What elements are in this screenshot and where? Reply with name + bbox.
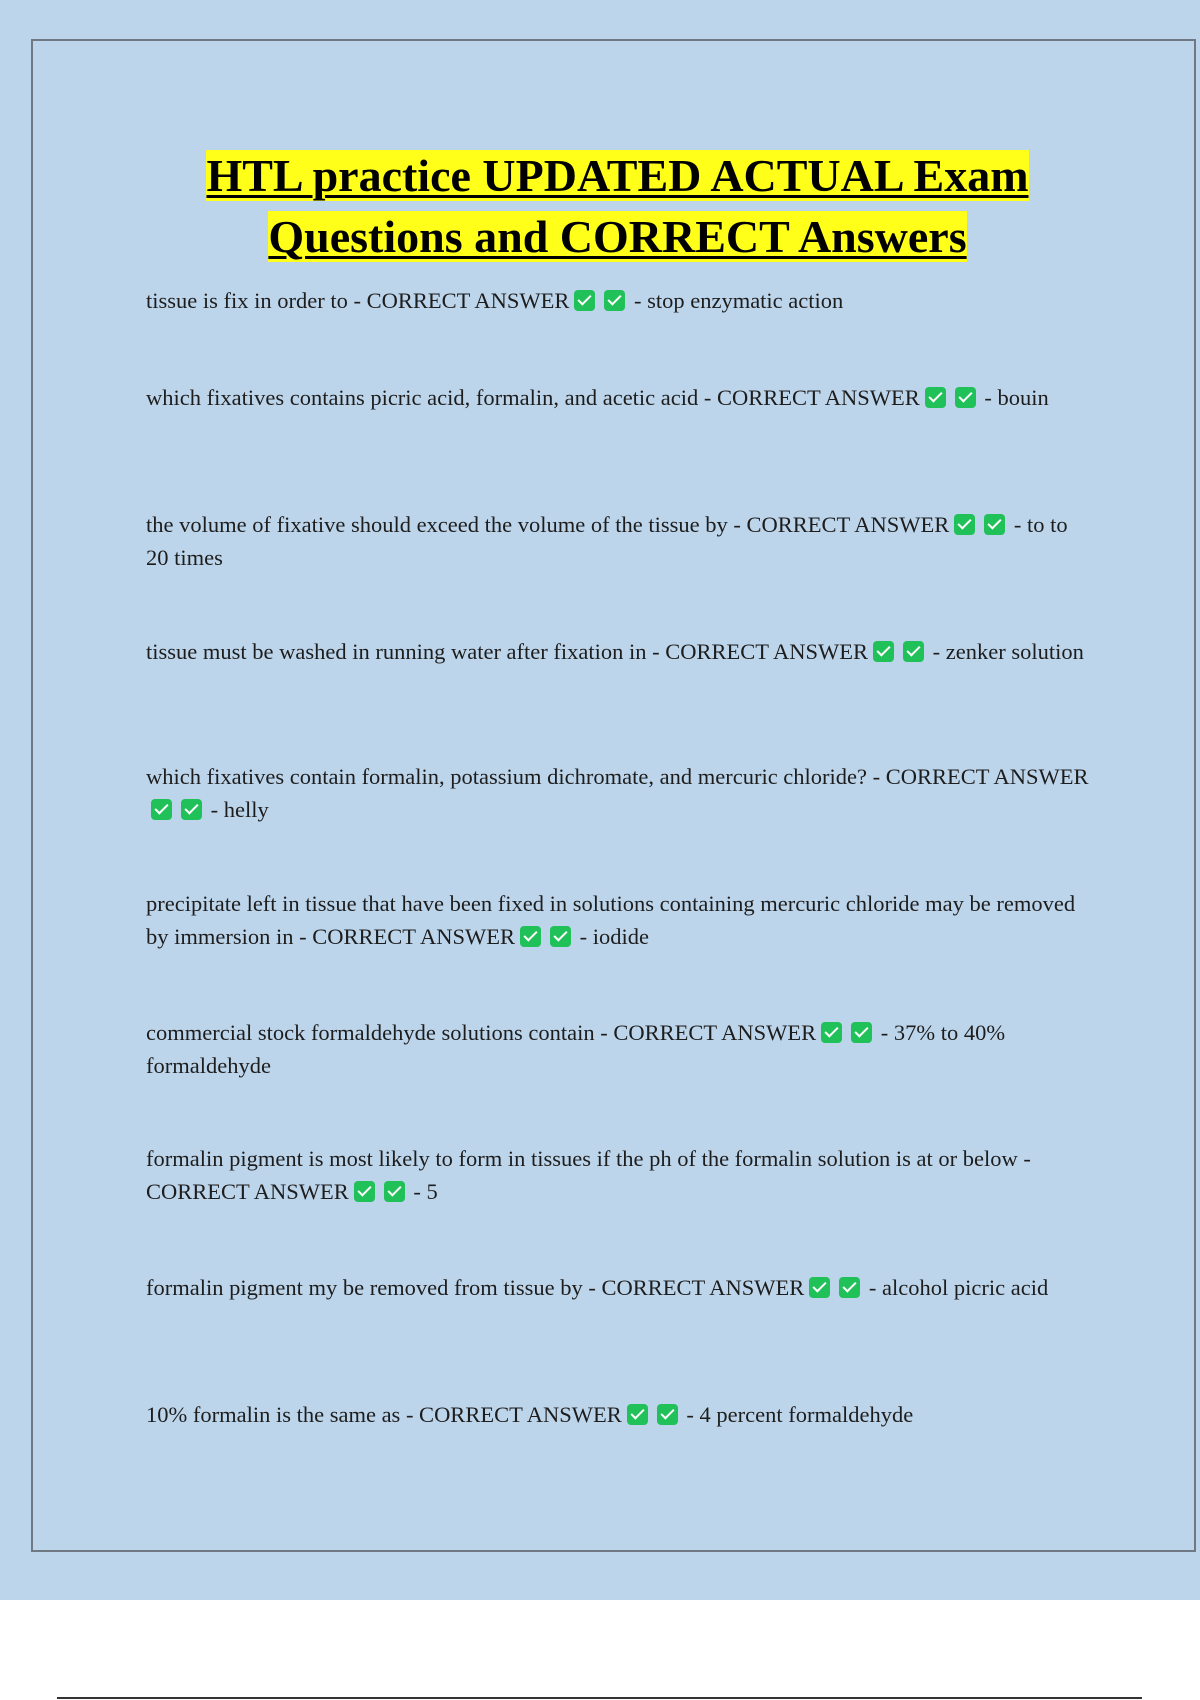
correct-answer-marker: - CORRECT ANSWER xyxy=(703,385,920,410)
qa-item-1 xyxy=(146,284,1091,317)
correct-answer-marker: - CORRECT ANSWER xyxy=(353,288,570,313)
question-text: 10% formalin is the same as xyxy=(146,1402,406,1427)
check-mark-icon xyxy=(821,1022,842,1043)
check-mark-icon xyxy=(151,799,172,820)
check-mark-icon xyxy=(550,926,571,947)
title-line-2: Questions and CORRECT Answers xyxy=(268,211,967,262)
correct-answer-marker: - CORRECT ANSWER xyxy=(600,1020,817,1045)
check-mark-icon xyxy=(839,1277,860,1298)
document-title xyxy=(120,145,1115,267)
answer-text: - stop enzymatic action xyxy=(628,288,844,313)
answer-text: - iodide xyxy=(573,924,649,949)
answer-text: - zenker solution xyxy=(927,639,1084,664)
qa-item-8 xyxy=(146,1142,1091,1208)
question-text: which fixatives contain formalin, potassium dichromate, and mercuric chloride? xyxy=(146,764,873,789)
check-mark-icon xyxy=(903,641,924,662)
answer-text: - bouin xyxy=(978,385,1049,410)
check-mark-icon xyxy=(520,926,541,947)
qa-item-4 xyxy=(146,635,1091,668)
question-text: precipitate left in tissue that have been fixed in solutions containing mercuric chloride may be removed by immersion in xyxy=(146,891,1076,949)
qa-item-5 xyxy=(146,760,1091,826)
question-text: tissue is fix in order to xyxy=(146,288,354,313)
check-mark-icon xyxy=(354,1181,375,1202)
correct-answer-marker: - CORRECT ANSWER xyxy=(146,1146,1031,1204)
question-text: the volume of fixative should exceed the volume of the tissue by xyxy=(146,512,734,537)
answer-text: - to to 20 times xyxy=(146,512,1068,570)
check-mark-icon xyxy=(574,290,595,311)
qa-item-2 xyxy=(146,381,1091,414)
qa-item-6 xyxy=(146,887,1091,953)
answer-text: - 4 percent formaldehyde xyxy=(680,1402,914,1427)
correct-answer-marker: - CORRECT ANSWER xyxy=(652,639,868,664)
question-text: commercial stock formaldehyde solutions contain xyxy=(146,1020,601,1045)
check-mark-icon xyxy=(657,1404,678,1425)
check-mark-icon xyxy=(984,514,1005,535)
check-mark-icon xyxy=(954,514,975,535)
answer-text: - 37% to 40% formaldehyde xyxy=(146,1020,1006,1078)
check-mark-icon xyxy=(873,641,894,662)
check-mark-icon xyxy=(181,799,202,820)
correct-answer-marker: - CORRECT ANSWER xyxy=(872,764,1089,789)
check-mark-icon xyxy=(925,387,946,408)
check-mark-icon xyxy=(851,1022,872,1043)
title-line-1: HTL practice UPDATED ACTUAL Exam xyxy=(206,150,1029,201)
qa-item-10 xyxy=(146,1398,1091,1431)
footer-divider xyxy=(57,1697,1142,1699)
check-mark-icon xyxy=(955,387,976,408)
correct-answer-marker: - CORRECT ANSWER xyxy=(733,512,950,537)
answer-text: - 5 xyxy=(407,1179,438,1204)
check-mark-icon xyxy=(809,1277,830,1298)
answer-text: - alcohol picric acid xyxy=(863,1275,1049,1300)
question-text: formalin pigment is most likely to form in tissues if the ph of the formalin solution is at or below xyxy=(146,1146,1024,1171)
question-text: which fixatives contains picric acid, formalin, and acetic acid xyxy=(146,385,704,410)
question-text: formalin pigment my be removed from tissue by xyxy=(146,1275,589,1300)
correct-answer-marker: - CORRECT ANSWER xyxy=(299,924,515,949)
qa-item-9 xyxy=(146,1271,1091,1304)
question-text: tissue must be washed in running water after fixation in xyxy=(146,639,653,664)
check-mark-icon xyxy=(604,290,625,311)
correct-answer-marker: - CORRECT ANSWER xyxy=(405,1402,622,1427)
check-mark-icon xyxy=(384,1181,405,1202)
qa-item-3 xyxy=(146,508,1091,574)
answer-text: - helly xyxy=(205,797,269,822)
check-mark-icon xyxy=(627,1404,648,1425)
qa-item-7 xyxy=(146,1016,1091,1082)
correct-answer-marker: - CORRECT ANSWER xyxy=(588,1275,805,1300)
